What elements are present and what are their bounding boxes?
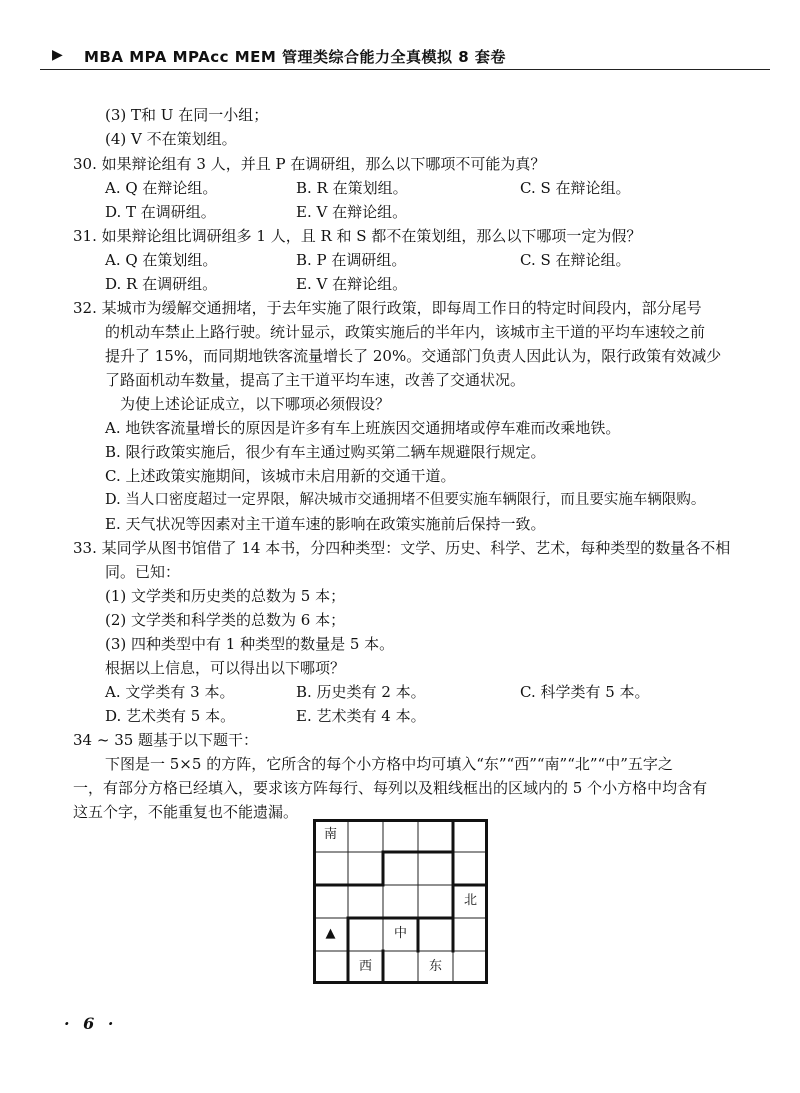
q33-stem-line-1: 33. 某同学从图书馆借了 14 本书，分四种类型：文学、历史、科学、艺术，每种类型的数量各不相 xyxy=(73,539,731,557)
q32-stem-line-1: 32. 某城市为缓解交通拥堵，于去年实施了限行政策，即每周工作日的特定时间段内，部分尾号 xyxy=(73,299,702,317)
grid-cell-r4c3: 中 xyxy=(393,926,407,941)
q32-option-a: A. 地铁客流量增长的原因是许多有车上班族因交通拥堵或停车难而改乘地铁。 xyxy=(105,419,621,437)
page-number: · 6 · xyxy=(64,1014,118,1033)
grid-cell-r3c5: 北 xyxy=(463,893,477,908)
q31-stem: 31. 如果辩论组比调研组多 1 人，且 R 和 S 都不在策划组，那么以下哪项一定为假？ xyxy=(73,227,642,245)
grid-cell-r5c4: 东 xyxy=(428,959,442,974)
condition-3: (3) T和 U 在同一小组； xyxy=(105,106,269,124)
q32-option-d: D. 当人口密度超过一定界限，解决城市交通拥堵不但要实施车辆限行，而且要实施车辆限购。 xyxy=(105,492,706,508)
q30-option-e: E. V 在辩论组。 xyxy=(296,203,408,221)
page-header xyxy=(40,44,770,66)
q30-stem: 30. 如果辩论组有 3 人，并且 P 在调研组，那么以下哪项不可能为真？ xyxy=(73,155,546,173)
q33-option-b: B. 历史类有 2 本。 xyxy=(296,683,426,701)
q33-option-a: A. 文学类有 3 本。 xyxy=(105,683,235,701)
grid-cell-r5c2: 西 xyxy=(358,959,372,974)
q34-35-intro: 34 ~ 35 题基于以下题干： xyxy=(73,731,259,749)
header-rule xyxy=(40,69,770,70)
q31-option-a: A. Q 在策划组。 xyxy=(105,251,218,269)
q32-question: 为使上述论证成立，以下哪项必须假设？ xyxy=(120,395,391,413)
q33-option-c: C. 科学类有 5 本。 xyxy=(520,683,650,701)
q32-stem-line-4: 了路面机动车数量，提高了主干道平均车速，改善了交通状况。 xyxy=(105,371,526,389)
q33-condition-2: (2) 文学类和科学类的总数为 6 本； xyxy=(105,611,346,629)
header-arrow-icon: ▶ xyxy=(52,47,63,63)
header-title: MBA MPA MPAcc MEM 管理类综合能力全真模拟 8 套卷 xyxy=(84,48,506,66)
q31-option-c: C. S 在辩论组。 xyxy=(520,251,631,269)
q33-option-e: E. 艺术类有 4 本。 xyxy=(296,707,426,725)
grid-cell-r4c1-triangle: ▲ xyxy=(325,926,336,941)
q33-question: 根据以上信息，可以得出以下哪项？ xyxy=(105,659,346,677)
q33-condition-1: (1) 文学类和历史类的总数为 5 本； xyxy=(105,587,346,605)
q34-35-stem-line-1: 下图是一 5×5 的方阵，它所含的每个小方格中均可填入“东”“西”“南”“北”“中”五字之 xyxy=(105,755,673,773)
q30-option-a: A. Q 在辩论组。 xyxy=(105,179,218,197)
q32-option-c: C. 上述政策实施期间，该城市未启用新的交通干道。 xyxy=(105,467,456,485)
q32-option-b: B. 限行政策实施后，很少有车主通过购买第二辆车规避限行规定。 xyxy=(105,443,546,461)
condition-4: (4) V 不在策划组。 xyxy=(105,130,237,148)
q34-35-stem-line-2: 一，有部分方格已经填入，要求该方阵每行、每列以及粗线框出的区域内的 5 个小方格中均含有 xyxy=(73,779,708,797)
q31-option-d: D. R 在调研组。 xyxy=(105,275,218,293)
q30-option-b: B. R 在策划组。 xyxy=(296,179,408,197)
q31-option-e: E. V 在辩论组。 xyxy=(296,275,408,293)
grid-cell-r1c1: 南 xyxy=(323,827,337,842)
puzzle-grid xyxy=(313,819,488,984)
q33-condition-3: (3) 四种类型中有 1 种类型的数量是 5 本。 xyxy=(105,635,395,653)
q32-stem-line-3: 提升了 15%，而同期地铁客流量增长了 20%。交通部门负责人因此认为，限行政策有效减少 xyxy=(105,347,722,365)
q34-35-stem-line-3: 这五个字，不能重复也不能遗漏。 xyxy=(73,803,299,821)
q32-option-e: E. 天气状况等因素对主干道车速的影响在政策实施前后保持一致。 xyxy=(105,515,546,533)
q30-option-c: C. S 在辩论组。 xyxy=(520,179,631,197)
q30-option-d: D. T 在调研组。 xyxy=(105,203,216,221)
q32-stem-line-2: 的机动车禁止上路行驶。统计显示，政策实施后的半年内，该城市主干道的平均车速较之前 xyxy=(105,323,706,341)
q33-option-d: D. 艺术类有 5 本。 xyxy=(105,707,236,725)
q33-stem-line-2: 同。已知： xyxy=(105,563,181,581)
q31-option-b: B. P 在调研组。 xyxy=(296,251,407,269)
